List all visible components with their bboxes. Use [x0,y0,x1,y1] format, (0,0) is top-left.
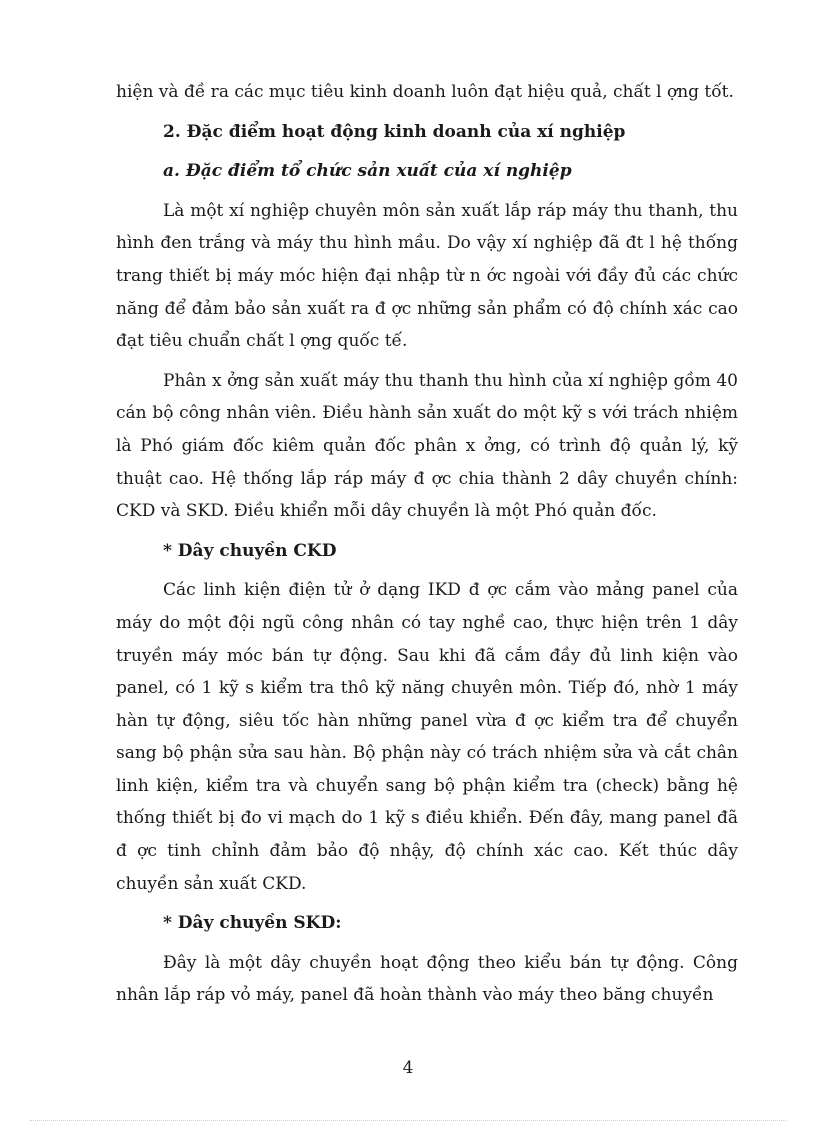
paragraph: Các linh kiện điện tử ở dạng IKD đ ợc cắm vào mảng panel của máy do một đội ngũ công nhân có tay nghề cao, thực hiện trên 1 dây truyền máy móc bán tự động. Sau khi đã cắm đầy đủ linh kiện vào panel, có 1 kỹ s kiểm tra thô kỹ năng chuyên môn. Tiếp đó, nhờ 1 máy hàn tự động, siêu tốc hàn những panel vừa đ ợc kiểm tra để chuyển sang bộ phận sửa sau hàn. Bộ phận này có trách nhiệm sửa và cắt chân linh kiện, kiểm tra và chuyển sang bộ phận kiểm tra (check) bằng hệ thống thiết bị đo vi mạch do 1 kỹ s điều khiển. Đến đây, mang panel đã đ ợc tinh chỉnh đảm bảo độ nhậy, độ chính xác cao. Kết thúc dây chuyền sản xuất CKD. [116,580,738,894]
subsection-heading: a. Đặc điểm tổ chức sản xuất của xí nghiệp [163,161,572,182]
paragraph: Phân x ởng sản xuất máy thu thanh thu hình của xí nghiệp gồm 40 cán bộ công nhân viên. Điều hành sản xuất do một kỹ s với trách nhiệm là Phó giám đốc kiêm quản đốc phân x ởng, có trình độ quản lý, kỹ thuật cao. Hệ thống lắp ráp máy đ ợc chia thành 2 dây chuyền chính: CKD và SKD. Điều khiển mỗi dây chuyền là một Phó quản đốc. [116,370,738,522]
paragraph-continuation: hiện và đề ra các mục tiêu kinh doanh luôn đạt hiệu quả, chất l ợng tốt. [116,82,734,102]
line-heading-ckd: * Dây chuyền CKD [163,540,337,561]
line-heading-skd: * Dây chuyền SKD: [163,913,342,934]
paragraph: Đây là một dây chuyền hoạt động theo kiểu bán tự động. Công nhân lắp ráp vỏ máy, panel đã hoàn thành vào máy theo băng chuyền [116,952,738,1006]
document-page [116,76,738,1019]
section-heading: 2. Đặc điểm hoạt động kinh doanh của xí nghiệp [163,121,626,142]
page-number: 4 [402,1058,414,1078]
paragraph: Là một xí nghiệp chuyên môn sản xuất lắp ráp máy thu thanh, thu hình đen trắng và máy thu hình mầu. Do vậy xí nghiệp đã đt l hệ thống trang thiết bị máy móc hiện đại nhập từ n ớc ngoài với đầy đủ các chức năng để đảm bảo sản xuất ra đ ợc những sản phẩm có độ chính xác cao đạt tiêu chuẩn chất l ợng quốc tế. [116,200,738,352]
page-bottom-divider [30,1120,786,1121]
